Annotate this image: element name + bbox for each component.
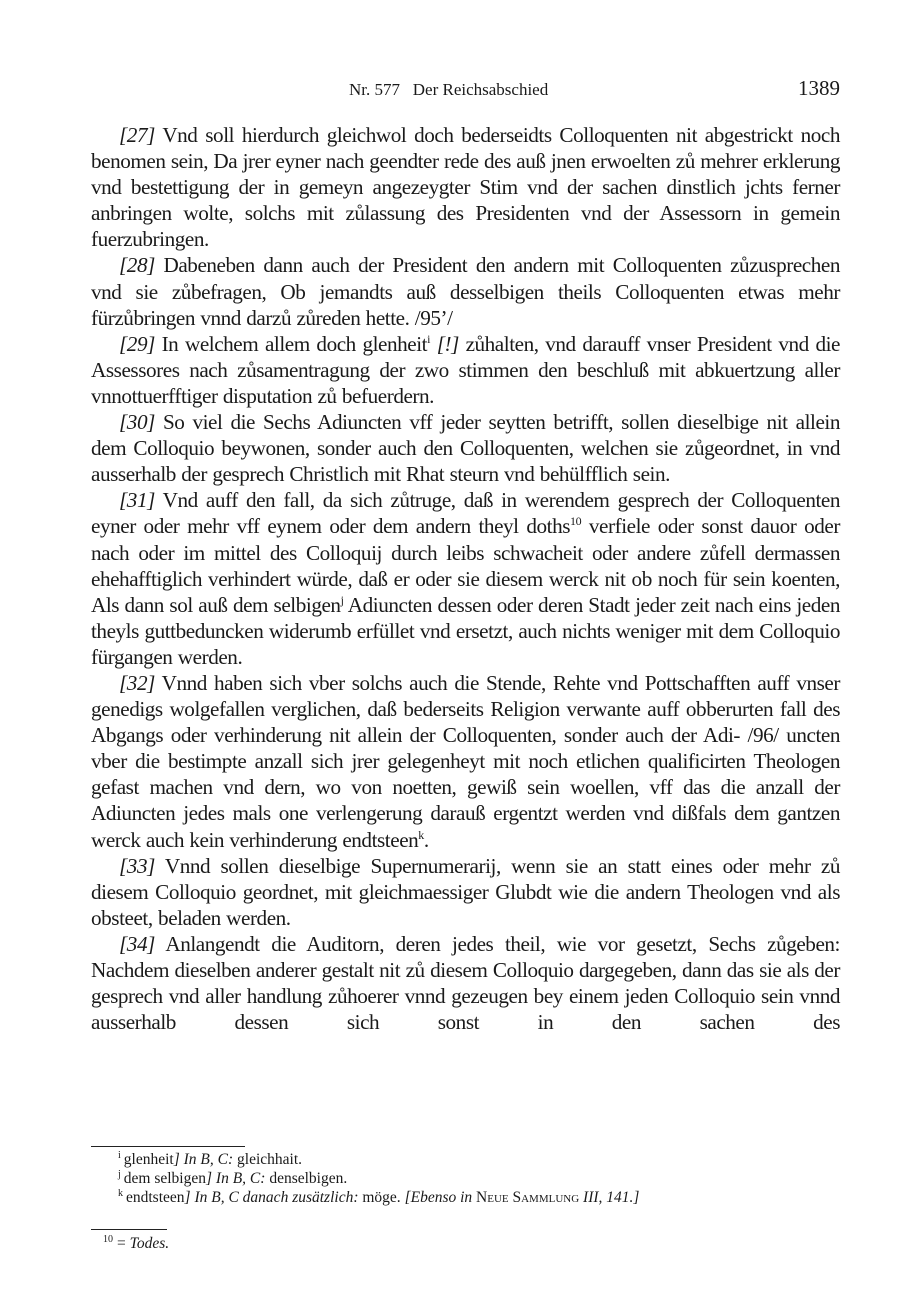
running-head-title xyxy=(349,80,548,100)
paragraph-text: So viel die Sechs Adiuncten vff jeder seytten betrifft, sollen dieselbige nit allein dem Colloquio beywonen, sonder auch den Colloquenten, welchen sie zůgeordnet, in vnd ausserhalb der gesprech Christlich mit Rhat steurn vnd behülfflich sein. xyxy=(91,410,840,487)
apparatus-note-k xyxy=(118,1188,838,1207)
lemma-bracket: ] xyxy=(206,1170,213,1187)
page-number: 1389 xyxy=(798,76,840,100)
paragraph-text: Vnnd sollen dieselbige Supernumerarij, wenn sie an statt eines oder mehr zů diesem Colloquio geordnet, mit gleichmaessiger Glubdt wie die andern Theologen vnd als obsteet, beladen werden. xyxy=(91,853,840,930)
paragraph-text: Adiuncten dessen oder deren Stadt jeder zeit nach eins jeden theyls guttbeduncken widerumb erfüllet vnd ersetzt, auch nichts weniger mit dem Colloquio fürgangen werden. xyxy=(91,592,840,669)
lemma-bracket: ] xyxy=(173,1151,180,1168)
paragraph-33 xyxy=(91,853,840,931)
paragraph-text: zůhalten, vnd darauff vnser President vnd die Assessores nach zůsamentragung der zwo stimmen den beschluß mit abkuertzung aller vnnottuerfftiger disputation zů befuerdern. xyxy=(91,331,840,408)
paragraph-text: In welchem allem doch glenheit xyxy=(161,331,428,356)
apparatus-reading: gleichhait. xyxy=(237,1151,303,1168)
paragraph-28 xyxy=(91,252,840,330)
apparatus-note-i xyxy=(118,1150,838,1169)
paragraph-29 xyxy=(91,331,840,409)
section-number: [32] xyxy=(119,670,155,695)
section-number: [28] xyxy=(119,253,155,278)
lemma-bracket: ] xyxy=(184,1189,191,1206)
paragraph-text: . xyxy=(423,827,429,852)
footnote-marker-i[interactable]: i xyxy=(427,331,431,346)
paragraph-30 xyxy=(91,409,840,487)
apparatus-marker: j xyxy=(118,1169,121,1180)
footnote-marker-10[interactable]: 10 xyxy=(570,514,582,529)
apparatus-lemma: glenheit xyxy=(123,1151,174,1168)
section-number: [33] xyxy=(119,853,155,878)
section-number: [31] xyxy=(119,488,155,513)
footnote-text: Todes. xyxy=(129,1235,170,1252)
apparatus-reading: möge. xyxy=(362,1189,401,1206)
section-number: [29] xyxy=(119,331,155,356)
apparatus-lemma: endtsteen xyxy=(126,1189,185,1206)
document-number: Nr. 577 xyxy=(349,80,400,99)
paragraph-27 xyxy=(91,122,840,252)
apparatus-sigla: In B, C: xyxy=(215,1170,266,1187)
footnote-10 xyxy=(103,1234,169,1253)
running-head xyxy=(91,78,840,104)
paragraph-text: Anlangendt die Auditorn, deren jedes theil, wie vor gesetzt, Sechs zůgeben: Nachdem dieselben anderer gestalt nit zů diesem Colloquio dargegeben, dann das sie als der gesprech vnd aller handlung zůhoerer vnnd gezeugen bey einem jeden Colloquio sein vnnd ausserhalb dessen sich sonst in den sachen des xyxy=(91,931,840,1035)
paragraph-text: Dabeneben dann auch der President den andern mit Colloquenten zůzusprechen vnd sie zůbefragen, Ob jemandts auß desselbigen theils Colloquenten etwas mehr fürzůbringen vnnd darzů zůreden hette. /95’/ xyxy=(91,253,840,330)
paragraph-32 xyxy=(91,670,840,853)
document-title: Der Reichsabschied xyxy=(412,80,549,99)
source-title: Neue Sammlung xyxy=(476,1189,580,1206)
footnote-marker-k[interactable]: k xyxy=(418,827,424,842)
apparatus-marker: k xyxy=(118,1188,123,1199)
footnote-equals: = xyxy=(117,1235,126,1252)
paragraph-text: verfiele oder sonst dauor oder nach oder im mittel des Colloquij durch leibs schwacheit oder andere zůfell dermassen ehehafftiglich verhindert würde, daß er oder sie diesem werck nit ob noch für sein koenten, Als dann sol auß dem selbigen xyxy=(91,514,840,617)
section-number: [27] xyxy=(119,123,155,147)
apparatus-note-j xyxy=(118,1169,838,1188)
critical-apparatus xyxy=(118,1150,838,1207)
apparatus-reading: denselbigen. xyxy=(269,1170,348,1187)
apparatus-divider xyxy=(91,1146,245,1147)
paragraph-text: Vnd auff den fall, da sich zůtruge, daß in werendem gesprech der Colloquenten eyner oder mehr vff eynem oder dem andern theyl doths xyxy=(91,488,840,539)
editorial-note: [!] xyxy=(436,331,459,356)
paragraph-34 xyxy=(91,931,840,1035)
editorial-note: [Ebenso in xyxy=(404,1189,473,1206)
apparatus-lemma: dem selbigen xyxy=(123,1170,206,1187)
apparatus-marker: i xyxy=(118,1150,121,1161)
apparatus-sigla: In B, C danach zusätzlich: xyxy=(194,1189,359,1206)
paragraph-text: Vnnd haben sich vber solchs auch die Stende, Rehte vnd Pottschafften auff vnser genedigs wolgefallen verglichen, daß bederseits Religion verwante auff obberurten fall des Abgangs oder verhinderung nit allein der Colloquenten, sonder auch der Adi- /96/ uncten vber die bestimpte anzall sich jrer gelegenheyt mit noch etlichen qualificirten Theologen gefast machen vnd dern, wo von noetten, gewiß sein woellen, vff das die anzall der Adiuncten jedes mals one verlengerung darauß ergentzt werden vnd dißfals dem gantzen werck auch kein verhinderung endtsteen xyxy=(91,670,840,852)
apparatus-sigla: In B, C: xyxy=(183,1151,234,1168)
source-reference: III, 141.] xyxy=(583,1189,640,1206)
footnote-marker-j[interactable]: j xyxy=(340,592,344,607)
main-text xyxy=(91,122,840,1035)
section-number: [30] xyxy=(119,410,155,435)
footnote-marker: 10 xyxy=(103,1234,113,1245)
footnote-divider xyxy=(91,1229,167,1230)
paragraph-31 xyxy=(91,487,840,670)
section-number: [34] xyxy=(119,931,155,956)
paragraph-text: Vnd soll hierdurch gleichwol doch bederseidts Colloquenten nit abgestrickt noch benomen sein, Da jrer eyner nach geendter rede des auß jnen erwoelten zů mehrer erklerung vnd bestettigung der in gemeyn angezeygter Stim vnd der sachen dinstlich jchts ferner anbringen wolte, solchs mit zůlassung des Presidenten vnd der Assessorn in gemein fuerzubringen. xyxy=(91,123,840,252)
